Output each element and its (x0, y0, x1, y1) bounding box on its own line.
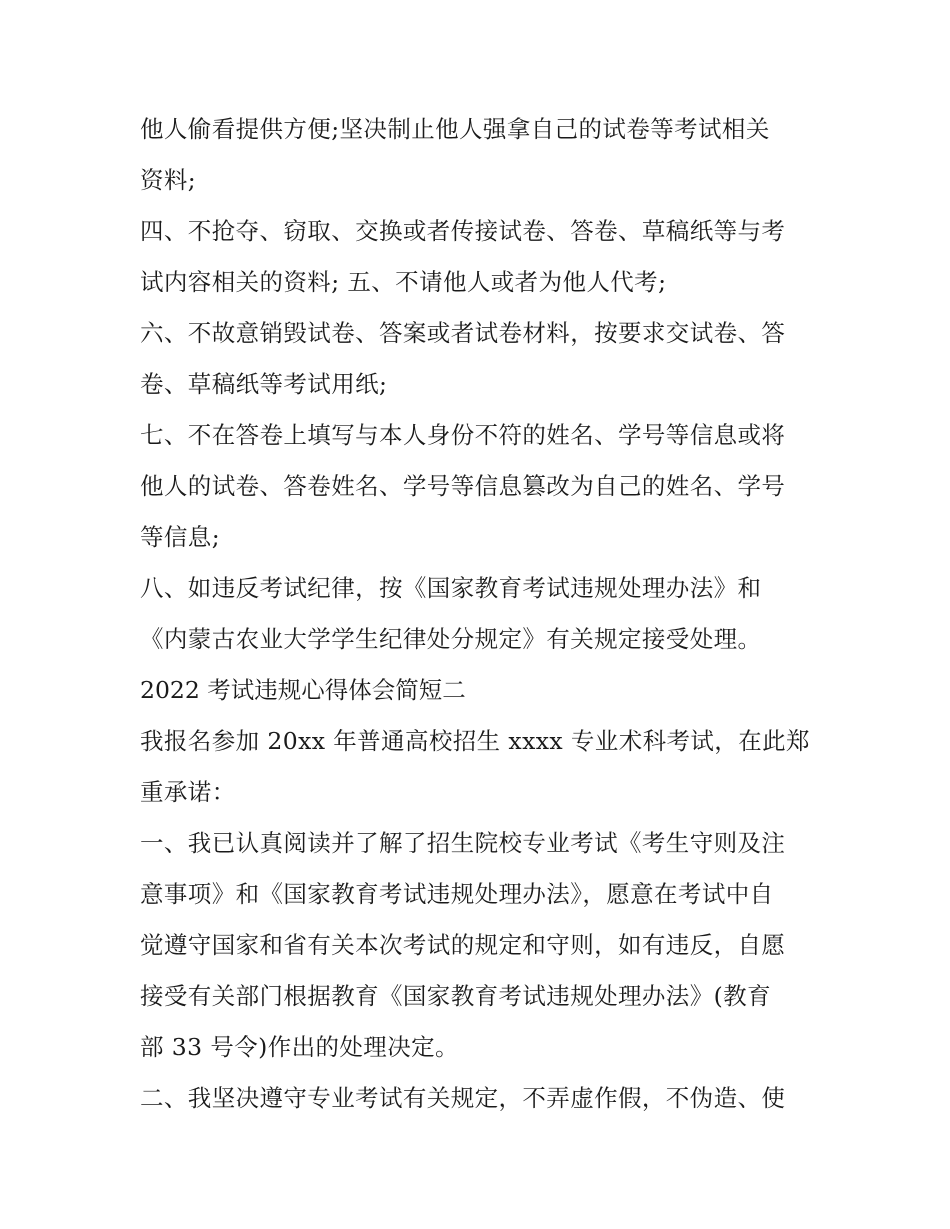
text-line: 部 33 号令)作出的处理决定。 (140, 1033, 459, 1061)
text-line: 四、不抢夺、窃取、交换或者传接试卷、答卷、草稿纸等与考 (140, 217, 786, 245)
text-line: 觉遵守国家和省有关本次考试的规定和守则，如有违反，自愿 (140, 931, 786, 959)
text-line: 接受有关部门根据教育《国家教育考试违规处理办法》(教育 (140, 982, 771, 1010)
text-line: 重承诺： (140, 778, 236, 806)
text-line: 一、我已认真阅读并了解了招生院校专业考试《考生守则及注 (140, 829, 786, 857)
text-line: 八、如违反考试纪律，按《国家教育考试违规处理办法》和 (140, 574, 762, 602)
text-line: 二、我坚决遵守专业考试有关规定，不弄虚作假，不伪造、使 (140, 1084, 786, 1112)
text-line: 意事项》和《国家教育考试违规处理办法》，愿意在考试中自 (140, 880, 774, 908)
text-line: 他人的试卷、答卷姓名、学号等信息篡改为自己的姓名、学号 (140, 472, 786, 500)
section-heading: 2022 考试违规心得体会简短二 (140, 676, 466, 704)
text-line: 七、不在答卷上填写与本人身份不符的姓名、学号等信息或将 (140, 421, 786, 449)
document-body (140, 104, 820, 1124)
text-line: 我报名参加 20xx 年普通高校招生 xxxx 专业术科考试，在此郑 (140, 727, 810, 755)
text-line: 资料; (140, 166, 197, 194)
text-line: 卷、草稿纸等考试用纸; (140, 370, 388, 398)
text-line: 他人偷看提供方便;坚决制止他人强拿自己的试卷等考试相关 (140, 115, 770, 143)
text-line: 《内蒙古农业大学学生纪律处分规定》有关规定接受处理。 (140, 625, 762, 653)
text-line: 等信息; (140, 523, 221, 551)
text-line: 试内容相关的资料; 五、不请他人或者为他人代考; (140, 268, 667, 296)
text-line: 六、不故意销毁试卷、答案或者试卷材料，按要求交试卷、答 (140, 319, 786, 347)
